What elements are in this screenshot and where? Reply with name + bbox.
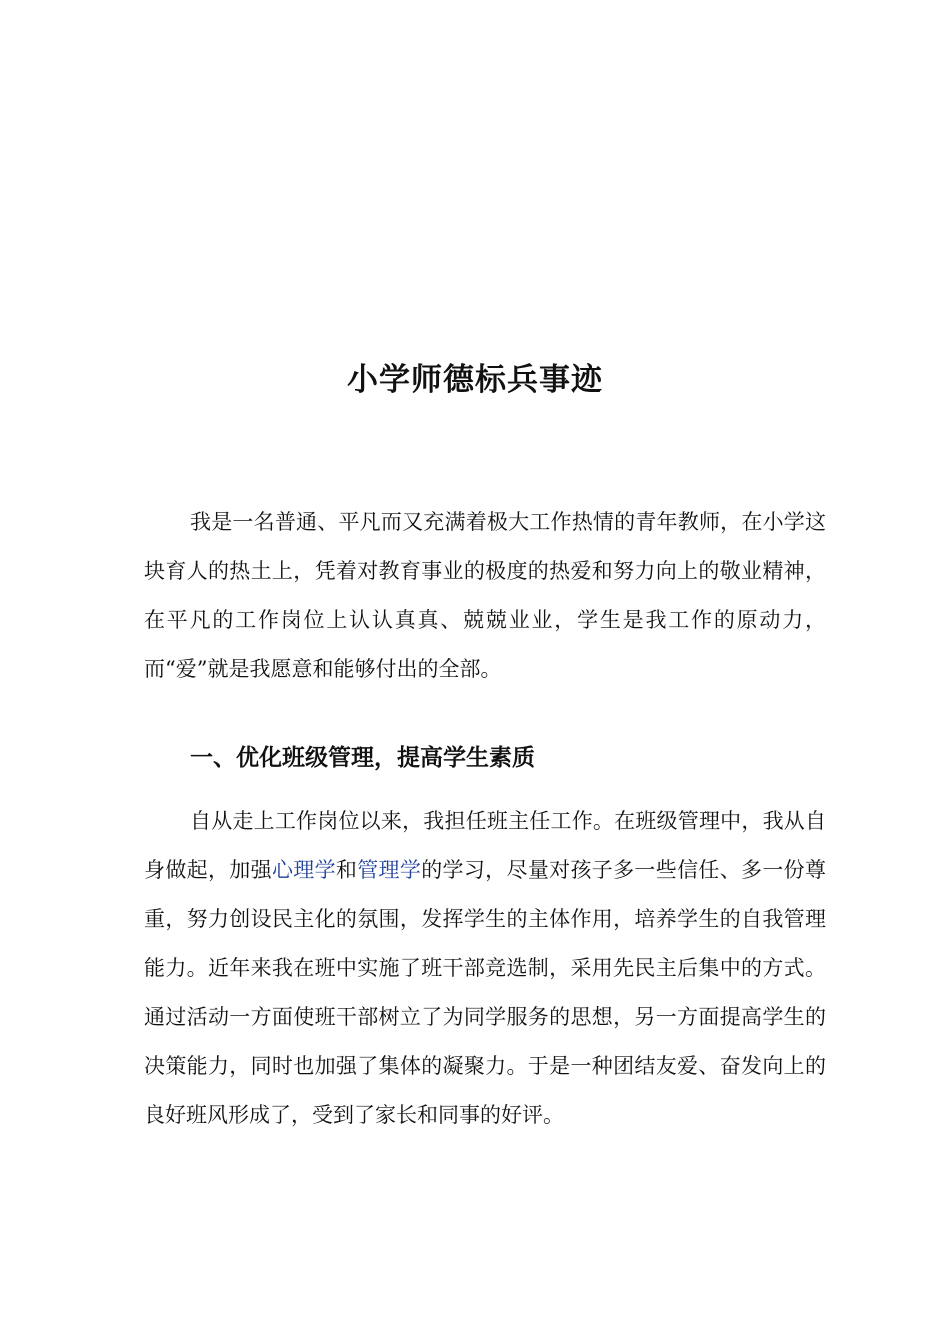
section-text-part-c: 的学习，尽量对孩子多一些信任、多一份尊重，努力创设民主化的氛围，发挥学生的主体作用，培养学生的自我管理能力。近年来我在班中实施了班干部竞选制，采用先民主后集中的方式。通过活动一方面使班干部树立了为同学服务的思想，另一方面提高学生的决策能力，同时也加强了集体的凝聚力。于是一种团结友爱、奋发向上的良好班风形成了，受到了家长和同事的好评。 [144, 858, 827, 1127]
management-link[interactable]: 管理学 [357, 858, 422, 882]
section-heading: 一、优化班级管理，提高学生素质 [190, 744, 535, 771]
psychology-link[interactable]: 心理学 [271, 858, 336, 882]
section-text-part-b: 和 [335, 858, 358, 882]
intro-paragraph: 我是一名普通、平凡而又充满着极大工作热情的青年教师，在小学这块育人的热土上，凭着对教育事业的极度的热爱和努力向上的敬业精神，在平凡的工作岗位上认认真真、兢兢业业，学生是我工作的原动力，而“爱”就是我愿意和能够付出的全部。 [144, 510, 826, 681]
section-text-part-a: 自从走上工作岗位以来，我担任班主任工作。在班级管理中，我从自身做起，加强 [144, 809, 826, 882]
document-title: 小学师德标兵事迹 [347, 362, 603, 398]
section-paragraph [144, 797, 826, 1140]
